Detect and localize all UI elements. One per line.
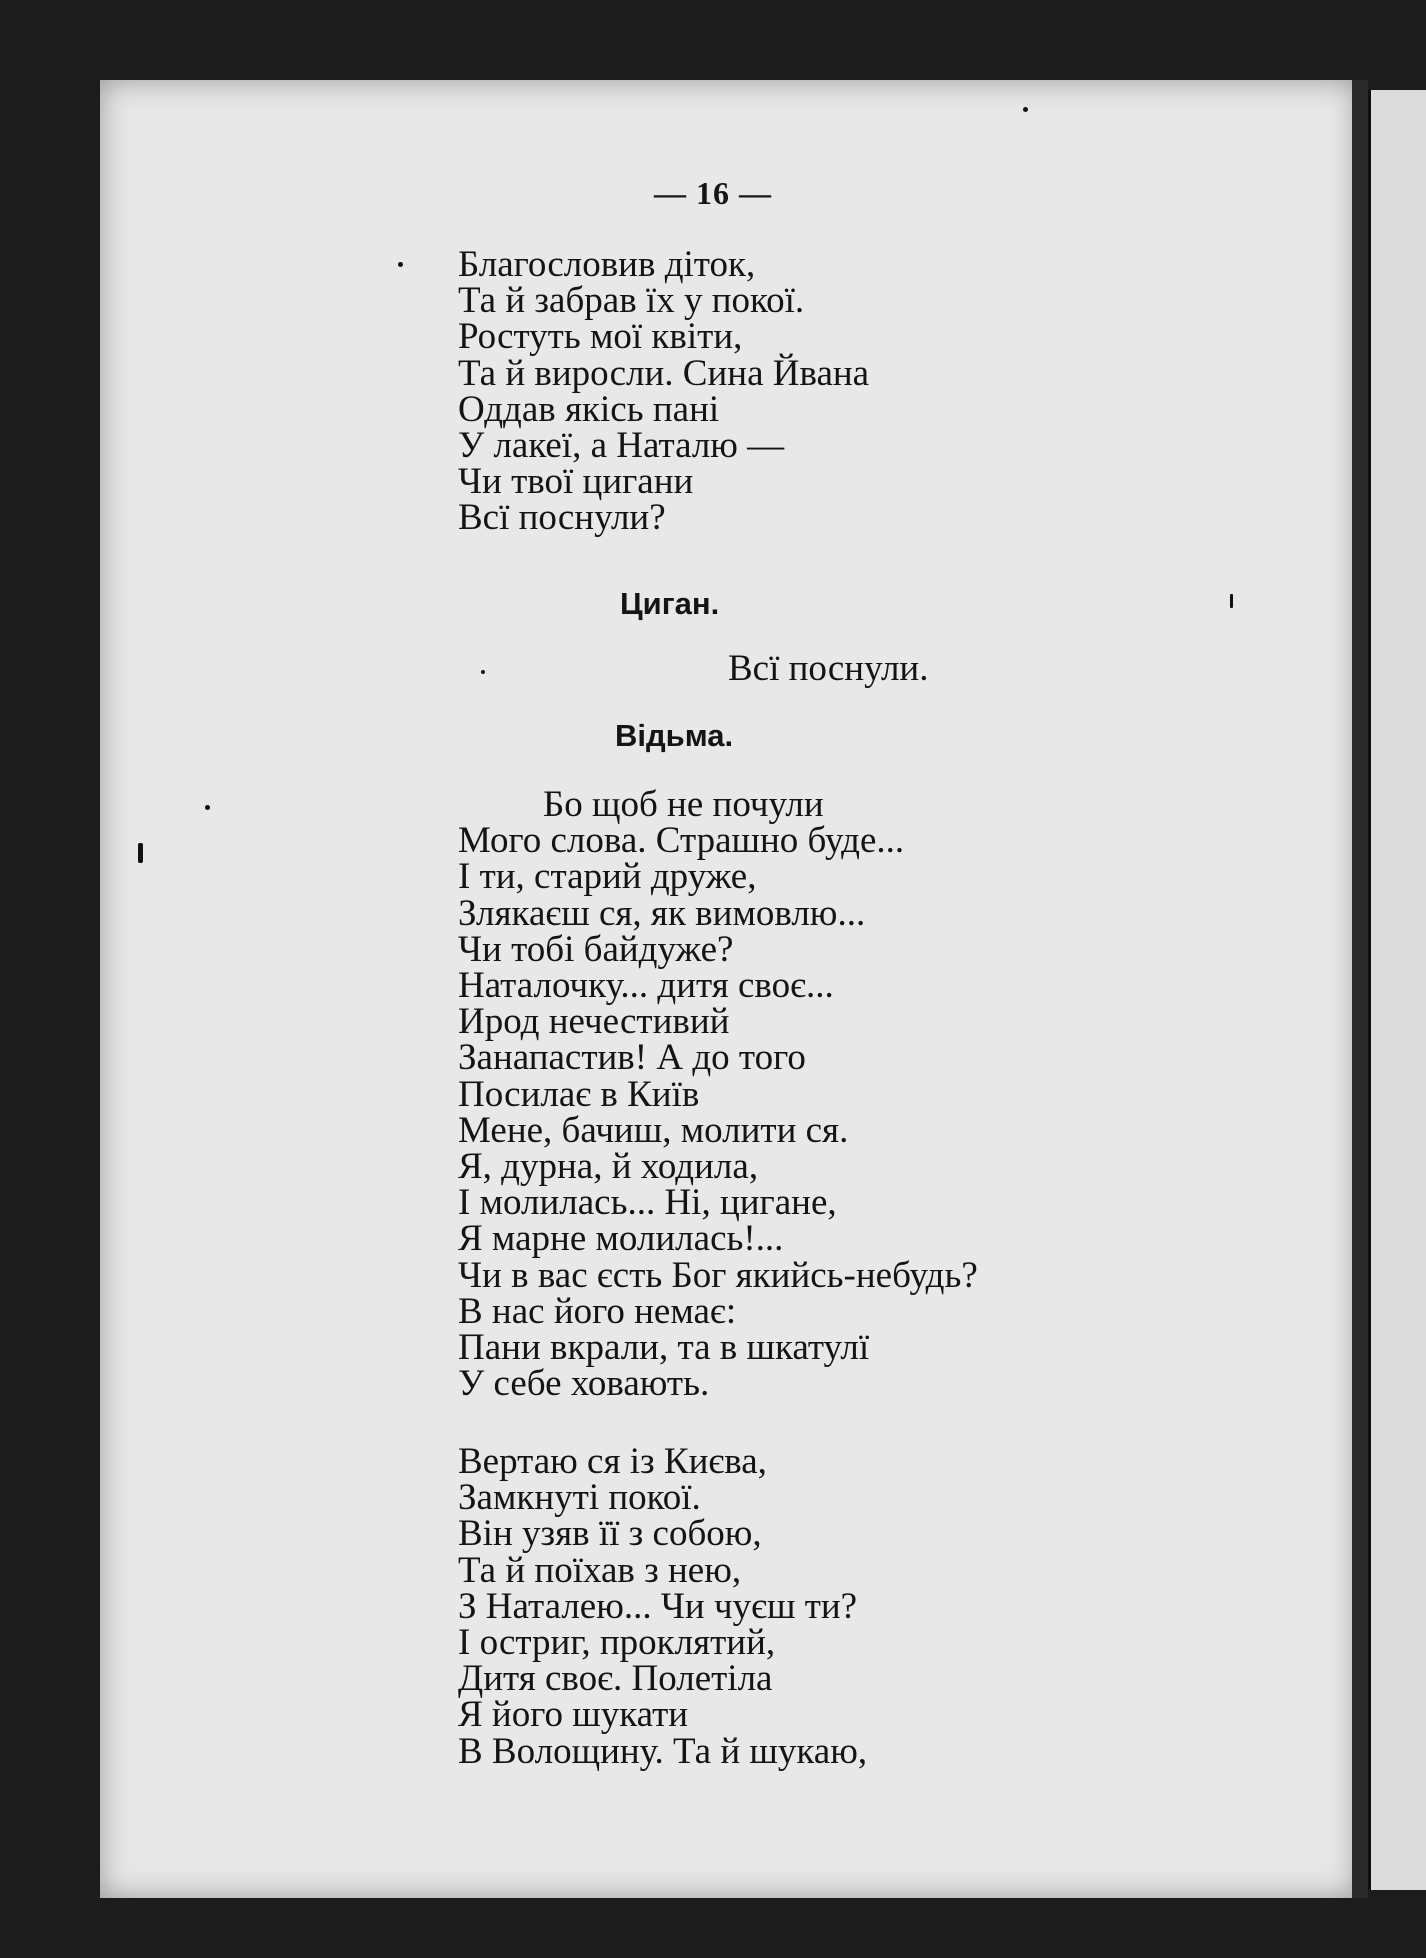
verse-line: Всї поснули? xyxy=(458,497,666,539)
verse-line: Чи тобі байдуже? xyxy=(458,928,734,970)
speaker-name: Циган. xyxy=(620,586,720,621)
verse-line: Наталочку... дитя своє... xyxy=(458,965,834,1007)
verse-line: Занапастив! А до того xyxy=(458,1037,806,1079)
verse-line: Чи в вас єсть Бог якийсь-небудь? xyxy=(458,1254,978,1296)
speaker-name: Відьма. xyxy=(615,718,734,753)
verse-stanza xyxy=(458,244,870,539)
verse-line: Мого слова. Страшно буде... xyxy=(458,820,905,862)
facing-page-edge xyxy=(1368,90,1426,1890)
verse-line: Замкнуті покої. xyxy=(458,1477,701,1519)
page-number: — 16 — xyxy=(654,175,772,211)
verse-line: Чи твої цигани xyxy=(458,461,694,503)
verse-stanza xyxy=(458,784,978,1405)
verse-line: І молилась... Ні, цигане, xyxy=(458,1182,837,1224)
verse-line: У себе ховають. xyxy=(458,1363,710,1405)
verse-line: Бо щоб не почули xyxy=(543,784,824,825)
verse-line: Я його шукати xyxy=(458,1694,689,1736)
scan-speck xyxy=(398,262,403,267)
verse-line: В нас його немає: xyxy=(458,1290,737,1332)
verse-line: В Волощину. Та й шукаю, xyxy=(458,1730,868,1772)
verse-line: У лакеї, а Наталю — xyxy=(458,425,785,467)
verse-line: Злякаєш ся, як вимовлю... xyxy=(458,892,866,934)
scan-speck xyxy=(205,805,210,810)
verse-line: Ростуть мої квіти, xyxy=(458,316,743,358)
verse-line: Благословив діток, xyxy=(458,244,756,285)
verse-line: Мене, бачиш, молити ся. xyxy=(458,1109,849,1151)
verse-line: Ирод нечестивий xyxy=(458,1001,730,1043)
verse-line: Та й забрав їх у покої. xyxy=(458,280,805,322)
verse-line: З Наталею... Чи чуєш ти? xyxy=(458,1585,858,1627)
verse-line: Та й виросли. Сина Йвана xyxy=(458,352,870,394)
scan-speck xyxy=(1230,594,1233,608)
verse-line: Та й поїхав з нею, xyxy=(458,1549,742,1591)
scan-speck xyxy=(1023,107,1028,112)
verse-line: Вертаю ся із Києва, xyxy=(458,1441,767,1482)
verse-line: Посилає в Київ xyxy=(458,1073,700,1115)
verse-line: Всї поснули. xyxy=(728,648,929,689)
verse-line: Я, дурна, й ходила, xyxy=(458,1146,759,1188)
verse-line: Дитя своє. Полетіла xyxy=(458,1658,773,1700)
verse-line: І остриг, проклятий, xyxy=(458,1622,776,1664)
verse-line: Оддав якісь пані xyxy=(458,388,720,430)
scan-speck xyxy=(138,843,143,863)
verse-line: І ти, старий друже, xyxy=(458,856,757,898)
verse-line: Пани вкрали, та в шкатулї xyxy=(458,1327,870,1369)
scan-speck xyxy=(481,670,485,674)
page-fold xyxy=(1352,80,1368,1898)
verse-line: Я марне молилась!... xyxy=(458,1218,784,1260)
verse-line: Він узяв її з собою, xyxy=(458,1513,762,1555)
verse-stanza xyxy=(458,1441,868,1772)
